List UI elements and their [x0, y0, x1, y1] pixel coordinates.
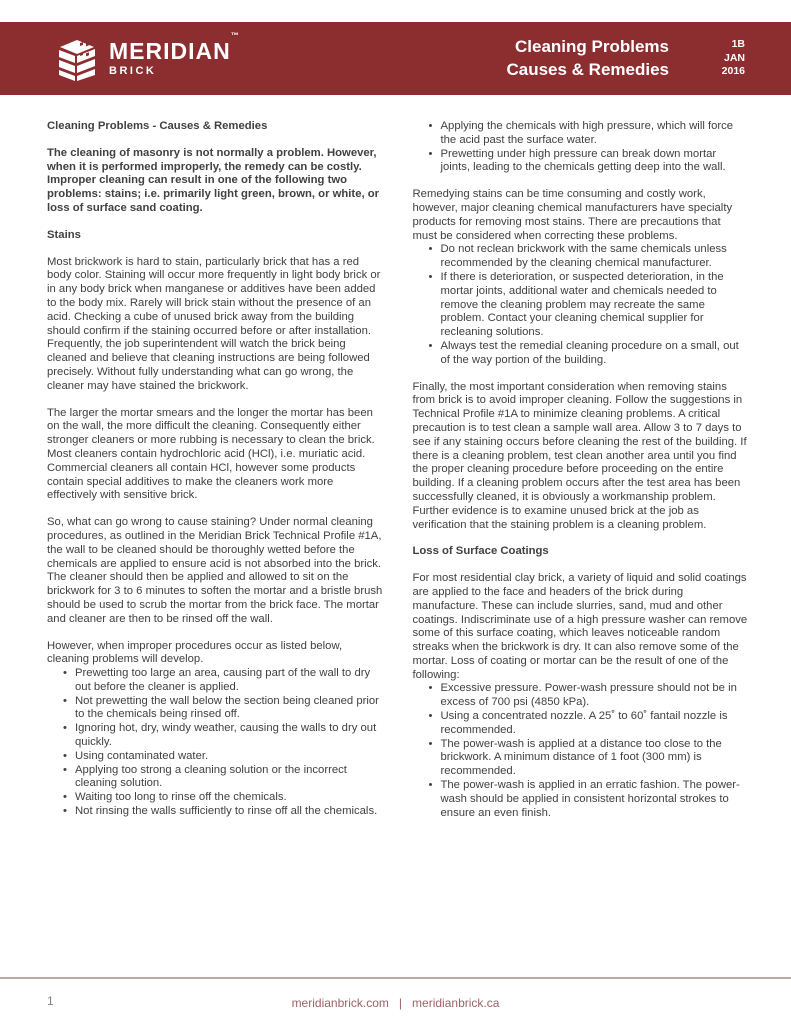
paragraph: So, what can go wrong to cause staining? Under normal cleaning procedures, as outlined in the Meridian Brick Technical Profile #1A, the wall to be cleaned should be thoroughly wetted before the chemicals are applied to ensure acid is not absorbed into the brick. The cleaner should then be applied and allowed to sit on the brickwork for 3 to 6 minutes to soften the mortar and a bristle brush should be used to scrub the mortar from the brick face. The mortar and cleaner are then to be rinsed off the wall. — [47, 516, 383, 625]
document-title-line1: Cleaning Problems — [515, 36, 669, 56]
list-item: • Using a concentrated nozzle. A 25˚ to 60˚ fantail nozzle is recommended. — [429, 710, 749, 738]
list-item: • Applying too strong a cleaning solution or the incorrect cleaning solution. — [63, 764, 383, 792]
page-number: 1 — [47, 994, 54, 1008]
list-item: • Waiting too long to rinse off the chemicals. — [63, 791, 383, 805]
left-column — [47, 120, 383, 833]
precautions-list — [413, 243, 749, 367]
section-heading-main: Cleaning Problems - Causes & Remedies — [47, 120, 268, 132]
footer — [0, 994, 791, 1014]
list-item: • Always test the remedial cleaning procedure on a small, out of the way portion of the building. — [429, 340, 749, 368]
list-item: • The power-wash is applied in an erratic fashion. The power-wash should be applied in consistent horizontal strokes to ensure an even finish. — [429, 779, 749, 820]
paragraph: Remedying stains can be time consuming and costly work, however, major cleaning chemical manufacturers have specialty products for removing most stains. There are precautions that must be considered when correcting these problems. — [412, 188, 733, 242]
doc-year: 2016 — [721, 65, 745, 78]
brand-text — [109, 31, 239, 77]
list-item: • Using contaminated water. — [63, 750, 383, 764]
document-title — [506, 36, 669, 82]
footer-link-com[interactable]: meridianbrick.com — [291, 996, 389, 1010]
improper-procedures-list-continued — [413, 120, 749, 175]
improper-procedures-list — [47, 667, 383, 819]
brand-name-text: MERIDIAN — [109, 38, 231, 64]
footer-links — [0, 996, 791, 1010]
trademark-symbol: ™ — [230, 31, 239, 40]
brick-stack-icon — [54, 37, 100, 81]
section-heading-stains: Stains — [47, 228, 81, 241]
paragraph: Finally, the most important consideration when removing stains from brick is to avoid improper cleaning. Follow the suggestions in Technical Profile #1A to minimize cleaning problems. A critical precaution is to test clean a sample wall area. Allow 3 to 7 days to see if any staining occurs before cleaning the rest of the building. If there is a cleaning problem, test clean another area until you find the proper cleaning procedure before proceeding on the entire building. If a cleaning problem occurs after the test area has been successfully cleaned, it is obviously a workmanship problem. Further evidence is to examine unused brick at the job as verification that the staining problem is a cleaning problem. — [412, 380, 747, 531]
footer-link-ca[interactable]: meridianbrick.ca — [412, 996, 500, 1010]
brand-logo — [54, 31, 239, 81]
body-columns — [47, 120, 748, 833]
brand-sub: BRICK — [109, 65, 157, 77]
document-title-line2: Causes & Remedies — [506, 59, 669, 79]
footer-separator: | — [398, 996, 403, 1010]
list-item: • The power-wash is applied at a distance too close to the brickwork. A minimum distance of 1 foot (300 mm) is recommended. — [429, 738, 749, 779]
coating-loss-causes-list — [413, 682, 749, 820]
brand-name — [109, 31, 239, 64]
paragraph: Most brickwork is hard to stain, particularly brick that has a red body color. Staining will occur more frequently in light body brick or in any body brick when manganese or additives have been added to the body mix. Rarely will brick stain without the presence of an acid. Checking a cube of unused brick away from the building should confirm if the staining occurred before or after installation. Frequently, the job superintendent will watch the brick being cleaned and believe that cleaning instructions are being followed precisely. Without fully understanding what can go wrong, the cleaner may have stained the brickwork. — [47, 255, 381, 392]
intro-paragraph: The cleaning of masonry is not normally a problem. However, when it is performed improperly, the remedy can be costly. Improper cleaning can result in one of the following two problems: stains; i.e. primarily light green, brown, or white, or loss of surface sand coating. — [47, 146, 380, 214]
header-band — [0, 22, 791, 95]
footer-divider — [0, 977, 791, 979]
list-item: • Prewetting too large an area, causing part of the wall to dry out before the cleaner is applied. — [63, 667, 383, 695]
list-item: • Not prewetting the wall below the section being cleaned prior to the chemicals being rinsed off. — [63, 695, 383, 723]
right-column — [413, 120, 749, 833]
section-heading-coatings: Loss of Surface Coatings — [412, 545, 549, 558]
doc-month: JAN — [723, 51, 745, 64]
paragraph: The larger the mortar smears and the longer the mortar has been on the wall, the more difficult the cleaning. Consequently either stronger cleaners or more rubbing is necessary to clean the brick. Most cleaners contain hydrochloric acid (HCl), i.e. muriatic acid. Commercial cleaners all contain HCl, however some products contain special additives to make the cleaners work more effectively with sensitive brick. — [47, 406, 375, 502]
document-meta — [711, 38, 745, 79]
list-item: • Prewetting under high pressure can break down mortar joints, leading to the chemicals getting deep into the wall. — [429, 148, 749, 176]
list-item: • Do not reclean brickwork with the same chemicals unless recommended by the cleaning chemical manufacturer. — [429, 243, 749, 271]
list-item: • Not rinsing the walls sufficiently to rinse off all the chemicals. — [63, 805, 383, 819]
list-item: • Excessive pressure. Power-wash pressure should not be in excess of 700 psi (4850 kPa). — [429, 682, 749, 710]
paragraph-lead: However, when improper procedures occur as listed below, cleaning problems will develop. — [47, 639, 343, 666]
paragraph: For most residential clay brick, a variety of liquid and solid coatings are applied to the face and headers of the brick during manufacture. These can include slurries, sand, mud and other coatings. Indiscriminate use of a high pressure washer can remove some of this surface coating, which leaves noticeable random streaks when the brickwork is dry. It can also remove some of the mortar. Loss of coating or mortar can be the result of one of the following: — [412, 572, 748, 681]
list-item: • If there is deterioration, or suspected deterioration, in the mortar joints, additional water and chemicals needed to remove the cleaning problem may recreate the same problem. Contact your cleaning chemical supplier for recleaning solutions. — [429, 271, 749, 340]
doc-number: 1B — [731, 38, 745, 51]
list-item: • Applying the chemicals with high pressure, which will force the acid past the surface water. — [429, 120, 749, 148]
list-item: • Ignoring hot, dry, windy weather, causing the walls to dry out quickly. — [63, 722, 383, 750]
